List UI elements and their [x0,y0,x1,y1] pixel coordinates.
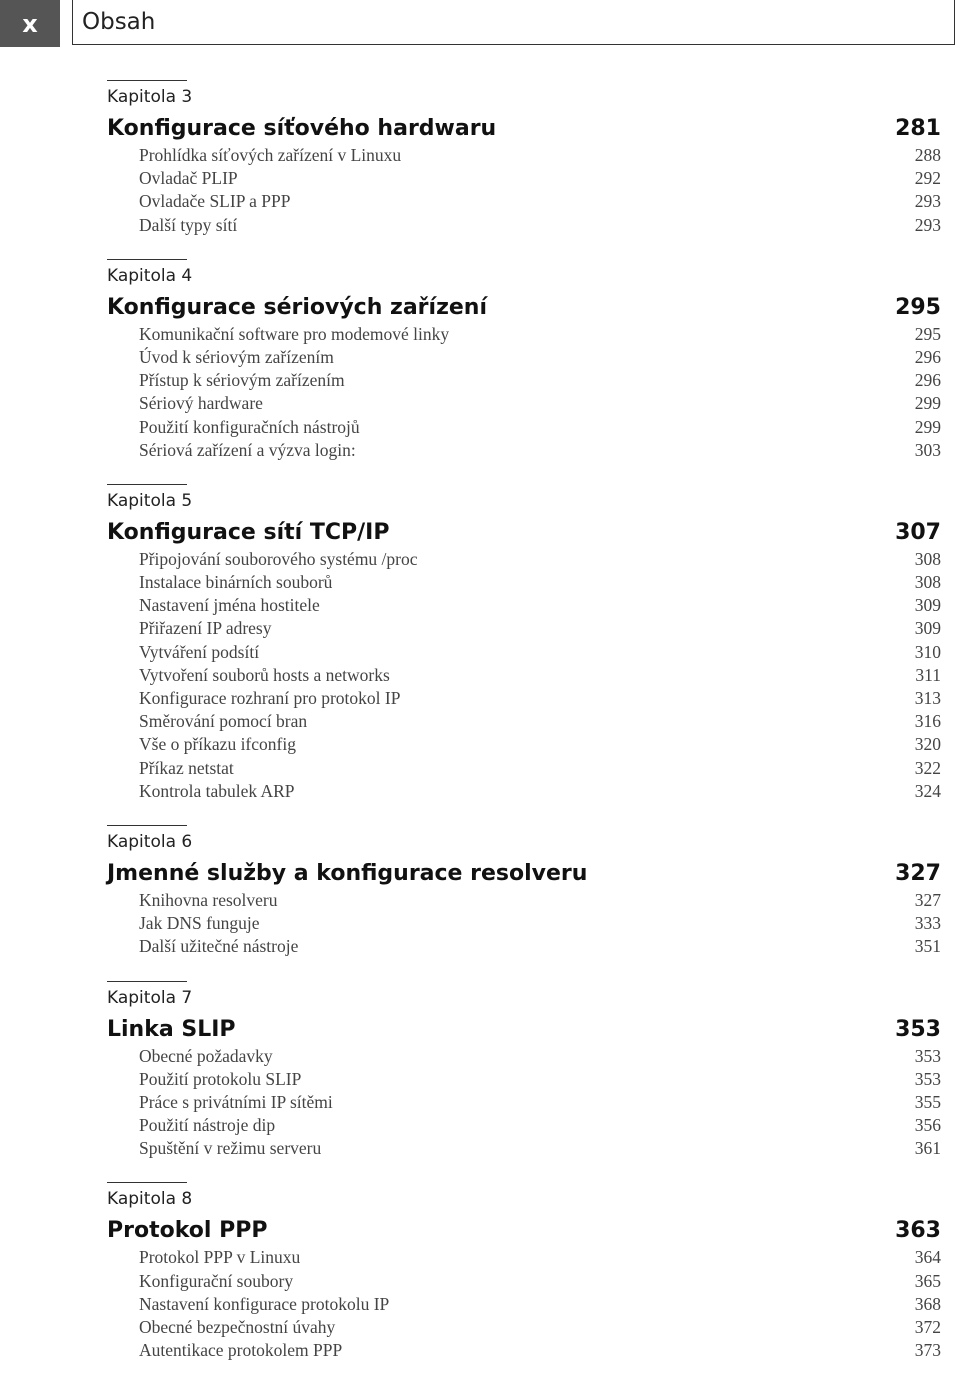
chapter-divider [107,1182,187,1183]
section-page-number: 293 [914,191,941,212]
section-entry[interactable] [107,1246,941,1269]
section-entry[interactable] [107,664,941,687]
page-number-tab: x [0,0,60,47]
section-list [107,323,941,462]
section-entry[interactable] [107,641,941,664]
chapter-block [107,1182,941,1362]
section-page-number: 353 [914,1068,941,1089]
section-title: Protokol PPP v Linuxu [139,1247,301,1268]
chapter-label: Kapitola 3 [107,87,193,107]
chapter-label: Kapitola 5 [107,490,193,511]
section-title: Sériový hardware [139,393,263,414]
section-entry[interactable] [107,1339,941,1362]
section-page-number: 292 [914,168,941,189]
section-page-number: 320 [914,734,941,755]
section-page-number: 355 [914,1091,941,1112]
chapter-block [107,484,941,803]
section-title: Autentikace protokolem PPP [139,1340,343,1361]
section-page-number: 322 [914,757,941,778]
section-title: Použití konfiguračních nástrojů [139,416,360,437]
section-page-number: 316 [914,711,941,732]
section-entry[interactable] [107,1316,941,1339]
chapter-label: Kapitola 6 [107,831,193,852]
section-page-number: 296 [914,370,941,391]
section-title: Připojování souborového systému /proc [139,548,418,569]
section-page-number: 295 [914,323,941,344]
section-title: Konfigurace rozhraní pro protokol IP [139,688,401,708]
section-page-number: 351 [914,936,941,957]
chapter-page-number: 295 [895,294,941,320]
section-entry[interactable] [107,214,941,237]
section-entry[interactable] [107,780,941,803]
section-title: Použití nástroje dip [139,1115,276,1136]
section-page-number: 356 [914,1115,941,1136]
section-entry[interactable] [107,1293,941,1316]
section-entry[interactable] [107,392,941,415]
section-entry[interactable] [107,935,941,958]
section-page-number: 361 [914,1138,941,1159]
section-entry[interactable] [107,757,941,780]
chapter-divider [107,80,187,81]
chapter-title-row[interactable] [107,1015,941,1045]
chapter-label: Kapitola 7 [107,987,193,1008]
section-entry[interactable] [107,687,941,710]
section-page-number: 288 [914,145,941,165]
section-list [107,889,941,959]
chapter-page-number: 353 [895,1016,941,1042]
chapter-divider [107,825,187,826]
section-page-number: 311 [915,664,941,685]
chapter-label: Kapitola 8 [107,1189,193,1210]
chapter-title: Jmenné služby a konfigurace resolveru [107,860,588,886]
section-title: Vše o příkazu ifconfig [139,734,296,755]
chapter-title: Konfigurace sítí TCP/IP [107,519,390,545]
section-title: Další typy sítí [139,214,238,235]
section-page-number: 373 [914,1340,941,1361]
section-title: Nastavení konfigurace protokolu IP [139,1293,390,1314]
chapter-title: Protokol PPP [107,1218,268,1244]
chapter-title-row[interactable] [107,114,941,144]
section-title: Přístup k sériovým zařízením [139,370,345,391]
section-title: Přiřazení IP adresy [139,618,272,639]
section-title: Sériová zařízení a výzva login: [139,439,356,460]
chapter-block [107,981,941,1161]
section-page-number: 299 [914,393,941,414]
chapter-divider [107,484,187,485]
chapter-page-number: 327 [895,860,941,886]
section-title: Nastavení jména hostitele [139,595,320,616]
section-entry[interactable] [107,323,941,346]
page-header [0,0,960,47]
section-entry[interactable] [107,1114,941,1137]
chapter-block [107,825,941,959]
section-title: Vytváření podsítí [139,641,260,662]
section-entry[interactable] [107,548,941,571]
section-page-number: 324 [914,780,941,801]
chapter-divider [107,259,187,260]
chapter-title-row[interactable] [107,293,941,323]
section-page-number: 313 [914,688,941,708]
section-entry[interactable] [107,190,941,213]
section-page-number: 365 [914,1270,941,1291]
section-entry[interactable] [107,1137,941,1160]
chapter-title: Konfigurace sériových zařízení [107,294,488,320]
chapter-title-row[interactable] [107,518,941,548]
section-entry[interactable] [107,733,941,756]
chapter-divider [107,981,187,982]
section-entry[interactable] [107,346,941,369]
section-title: Práce s privátními IP sítěmi [139,1091,333,1112]
section-title: Instalace binárních souborů [139,572,333,593]
section-list [107,1246,941,1362]
section-title: Použití protokolu SLIP [139,1068,302,1089]
chapter-title: Linka SLIP [107,1016,236,1042]
chapter-page-number: 307 [895,519,941,545]
section-page-number: 353 [914,1045,941,1066]
section-page-number: 327 [914,889,941,910]
section-page-number: 308 [914,548,941,569]
section-title: Prohlídka síťových zařízení v Linuxu [139,145,402,165]
chapter-page-number: 281 [895,116,941,141]
page-title: Obsah [72,0,955,45]
section-title: Vytvoření souborů hosts a networks [139,664,390,685]
section-page-number: 296 [914,346,941,367]
chapter-label: Kapitola 4 [107,265,193,286]
section-title: Spuštění v režimu serveru [139,1138,322,1159]
section-entry[interactable] [107,1068,941,1091]
table-of-contents [107,80,941,1384]
section-title: Komunikační software pro modemové linky [139,323,450,344]
section-title: Jak DNS funguje [139,913,260,934]
section-title: Obecné bezpečnostní úvahy [139,1317,336,1337]
section-page-number: 293 [914,214,941,235]
chapter-page-number: 363 [895,1218,941,1244]
section-list [107,548,941,803]
section-title: Ovladače SLIP a PPP [139,191,291,212]
section-page-number: 299 [914,416,941,437]
section-entry[interactable] [107,167,941,190]
section-entry[interactable] [107,710,941,733]
section-title: Směrování pomocí bran [139,711,308,732]
section-entry[interactable] [107,1091,941,1114]
section-entry[interactable] [107,144,941,167]
section-title: Ovladač PLIP [139,168,238,189]
section-entry[interactable] [107,1270,941,1293]
section-list [107,1045,941,1161]
section-title: Obecné požadavky [139,1045,273,1066]
section-page-number: 303 [914,439,941,460]
section-entry[interactable] [107,912,941,935]
section-page-number: 308 [914,572,941,593]
section-title: Konfigurační soubory [139,1270,294,1291]
section-page-number: 310 [914,641,941,662]
section-entry[interactable] [107,416,941,439]
section-page-number: 309 [914,595,941,616]
section-entry[interactable] [107,369,941,392]
section-page-number: 364 [914,1247,941,1268]
section-title: Příkaz netstat [139,757,234,778]
chapter-block [107,80,941,237]
section-entry[interactable] [107,571,941,594]
section-page-number: 309 [914,618,941,639]
section-entry[interactable] [107,889,941,912]
section-page-number: 372 [914,1317,941,1337]
chapter-block [107,259,941,462]
section-page-number: 368 [914,1293,941,1314]
chapter-title: Konfigurace síťového hardwaru [107,116,497,141]
section-page-number: 333 [914,913,941,934]
section-title: Kontrola tabulek ARP [139,780,295,801]
chapter-title-row[interactable] [107,1216,941,1246]
section-entry[interactable] [107,617,941,640]
section-entry[interactable] [107,594,941,617]
section-title: Knihovna resolveru [139,889,278,910]
section-entry[interactable] [107,1045,941,1068]
section-title: Další užitečné nástroje [139,936,299,957]
chapter-title-row[interactable] [107,859,941,889]
section-title: Úvod k sériovým zařízením [139,346,334,367]
section-list [107,144,941,237]
section-entry[interactable] [107,439,941,462]
